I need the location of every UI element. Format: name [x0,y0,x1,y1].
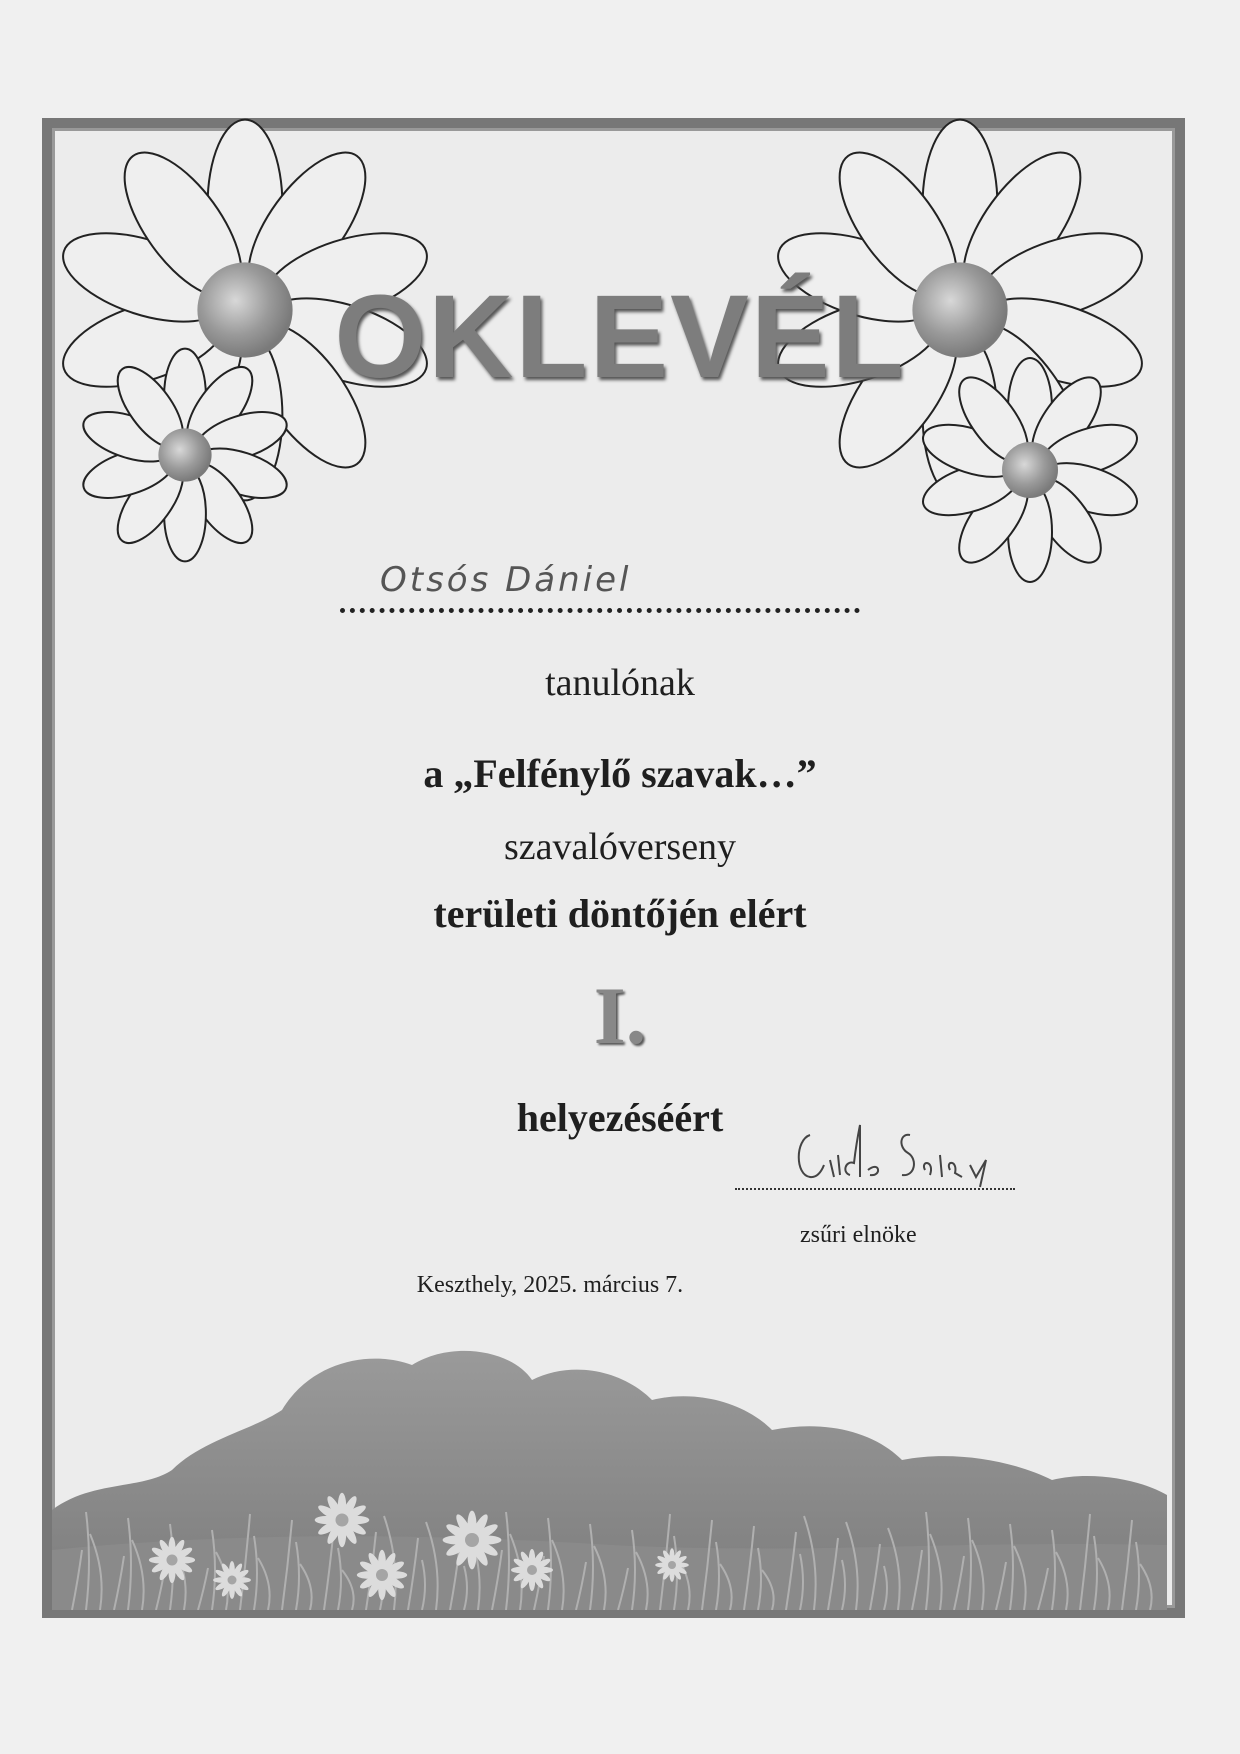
competition-round: területi döntőjén elért [433,891,807,936]
signature-dotted-line [735,1188,1015,1190]
jury-signature [790,1115,1020,1190]
competition-name: a „Felfénylő szavak…” [423,751,817,796]
student-label: tanulónak [545,662,695,704]
recipient-field [340,560,860,616]
competition-type: szavalóverseny [503,826,737,868]
certificate-title: OKLEVÉL [334,271,906,403]
placement-number: I. [593,970,647,1061]
placement-label: helyezéséért [516,1095,724,1140]
signer-role: zsűri elnöke [800,1222,917,1248]
recipient-name: Otsós Dániel [380,560,632,600]
meadow-illustration [52,1320,1167,1610]
place-and-date: Keszthely, 2025. március 7. [416,1272,684,1298]
recipient-dotted-line [340,608,860,613]
